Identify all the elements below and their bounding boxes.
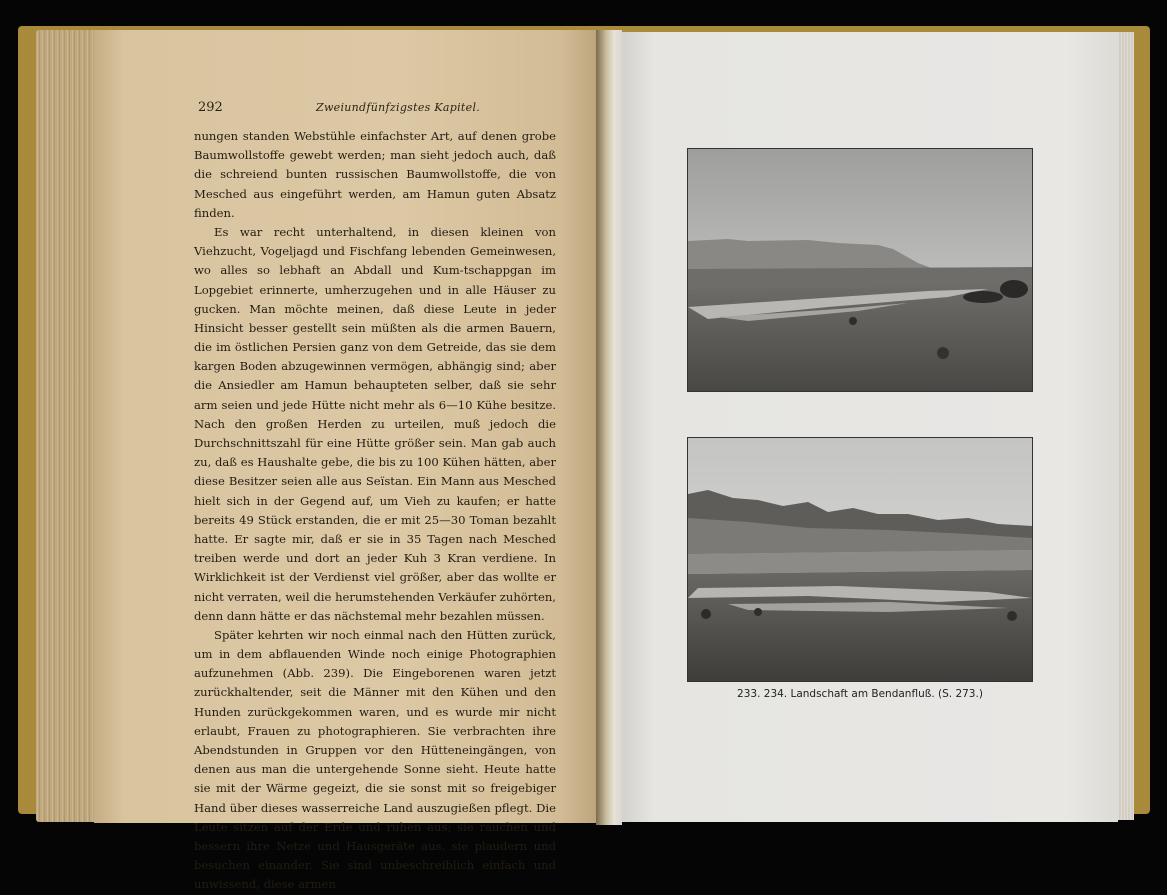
photo-caption: 233. 234. Landschaft am Bendanfluß. (S. 273.): [737, 688, 983, 700]
paragraph: Es war recht unterhaltend, in diesen kleinen von Viehzucht, Vogeljagd und Fischfang lebenden Gemeinwesen, wo alles so lebhaft an Abdall und Kum-tschappgan im Lopgebiet erinnerte, umherzugehen und in alle Häuser zu gucken. Man möchte meinen, daß diese Leute in jeder Hinsicht besser gestellt sein müßten als die armen Bauern, die im östlichen Persien ganz von dem Getreide, das sie dem kargen Boden abzugewinnen vermögen, abhängig sind; aber die Ansiedler am Hamun behaupteten selber, daß sie sehr arm seien und jede Hütte nicht mehr als 6—10 Kühe besitze. Nach den großen Herden zu urteilen, muß jedoch die Durchschnittszahl für eine Hütte größer sein. Man gab auch zu, daß es Haushalte gebe, die bis zu 100 Kühen hätten, aber diese Besitzer seien alle aus Seïstan. Ein Mann aus Mesched hielt sich in der Gegend auf, um Vieh zu kaufen; er hatte bereits 49 Stück erstanden, die er mit 25—30 Toman bezahlt hatte. Er sagte mir, daß er sie in 35 Tagen nach Mesched treiben werde und dort an jeder Kuh 3 Kran verdiene. In Wirklichkeit ist der Verdienst viel größer, aber das wollte er nicht verraten, weil die herumstehenden Verkäufer zuhörten, denn dann hätte er das nächstemal mehr bezahlen müssen.: [194, 224, 556, 623]
body-text: [194, 127, 556, 895]
paragraph: Später kehrten wir noch einmal nach den Hütten zurück, um in dem abflauenden Winde noch einige Photographien aufzunehmen (Abb. 239). Die Eingeborenen waren jetzt zurückhaltender, seit die Männer mit den Kühen und den Hunden zurückgekommen waren, und es wurde mir nicht erlaubt, Frauen zu photographieren. Sie verbrachten ihre Abendstunden in Gruppen vor den Hütteneingängen, von denen aus man die untergehende Sonne sieht. Heute hatte sie mit der Wärme gegeizt, die sie sonst mit so freigebiger Hand über dieses wasserreiche Land auszugießen pflegt. Die Leute sitzen auf der Erde und ruhen aus; sie rauchen und bessern ihre Netze und Hausgeräte aus, sie plaudern und besuchen einander. Sie sind unbeschreiblich einfach und unwissend, diese armen: [194, 627, 556, 892]
left-page-edges: [36, 30, 98, 822]
paragraph: nungen standen Webstühle einfachster Art, auf denen grobe Baumwollstoffe gewebt werden; man sieht jedoch auch, daß die schreiend bunten russischen Baumwollstoffe, die von Mesched aus eingeführt werden, am Hamun guten Absatz finden.: [194, 129, 556, 220]
page-header: [198, 100, 556, 116]
landscape-photo-233: [687, 148, 1033, 392]
page-number: 292: [198, 100, 223, 115]
book-gutter: [596, 30, 622, 825]
running-head: Zweiundfünfzigstes Kapitel.: [316, 101, 481, 114]
landscape-photo-234: [687, 437, 1033, 682]
